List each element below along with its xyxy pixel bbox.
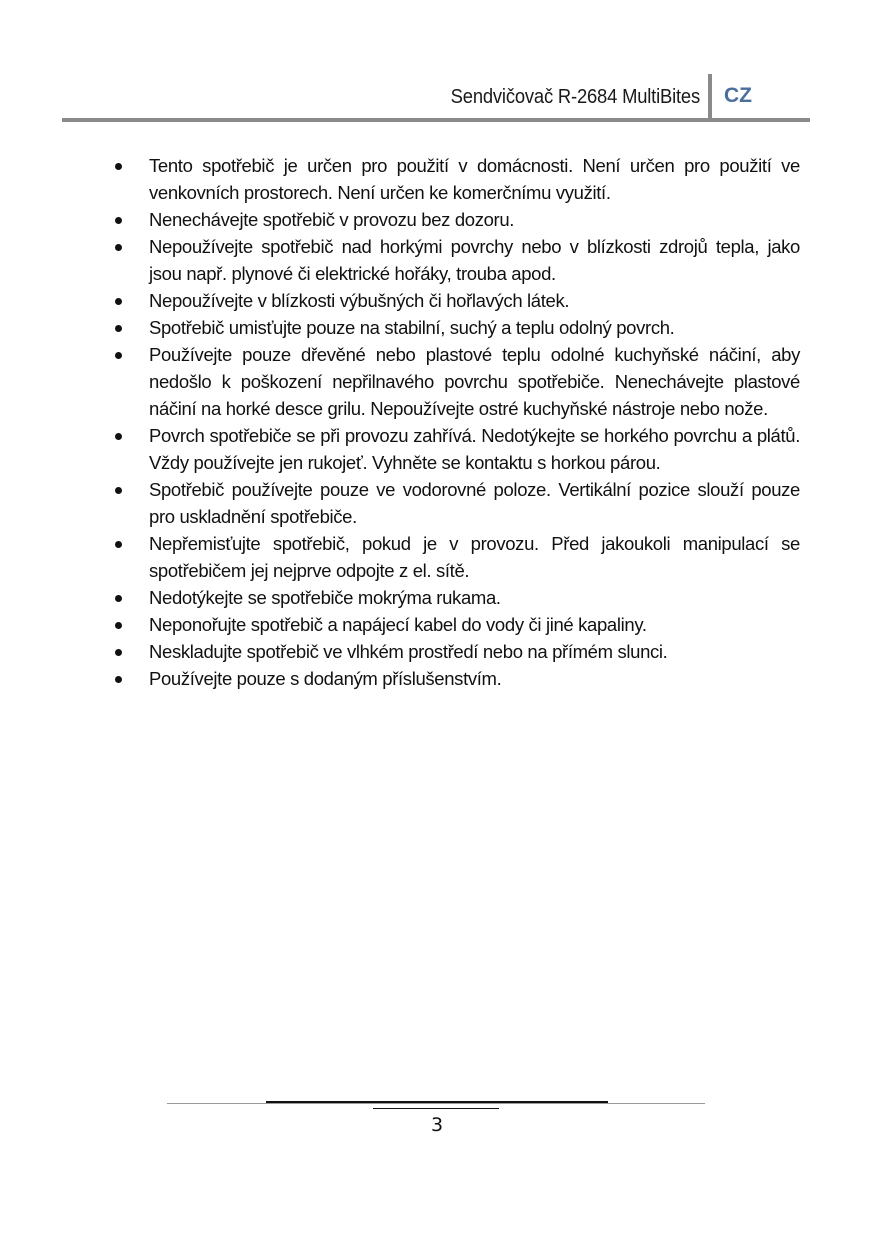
bullet-icon — [115, 163, 122, 170]
list-item — [112, 341, 800, 422]
bullet-icon — [115, 649, 122, 656]
safety-instructions — [112, 152, 800, 692]
list-item — [112, 152, 800, 206]
list-item — [112, 206, 800, 233]
bullet-list — [112, 152, 800, 692]
language-code: CZ — [724, 84, 752, 107]
list-item-text: Spotřebič umisťujte pouze na stabilní, suchý a teplu odolný povrch. — [149, 317, 675, 338]
list-item — [112, 638, 800, 665]
bullet-icon — [115, 541, 122, 548]
list-item-text: Nenechávejte spotřebič v provozu bez dozoru. — [149, 209, 515, 230]
list-item — [112, 530, 800, 584]
footer-rule-short — [373, 1108, 499, 1109]
bullet-icon — [115, 433, 122, 440]
header-rule — [62, 118, 810, 122]
list-item — [112, 611, 800, 638]
list-item — [112, 476, 800, 530]
bullet-icon — [115, 325, 122, 332]
list-item-text: Tento spotřebič je určen pro použití v domácnosti. Není určen pro použití ve venkovních prostorech. Není určen ke komerčnímu využití. — [149, 155, 800, 203]
bullet-icon — [115, 352, 122, 359]
list-item — [112, 314, 800, 341]
bullet-icon — [115, 676, 122, 683]
list-item — [112, 584, 800, 611]
list-item — [112, 665, 800, 692]
list-item-text: Používejte pouze s dodaným příslušenstvím. — [149, 668, 502, 689]
list-item-text: Neskladujte spotřebič ve vlhkém prostředí nebo na přímém slunci. — [149, 641, 668, 662]
footer-rule-dark — [266, 1101, 608, 1103]
product-title: Sendvičovač R-2684 MultiBites — [450, 86, 700, 108]
list-item-text: Spotřebič používejte pouze ve vodorovné poloze. Vertikální pozice slouží pouze pro uskladnění spotřebiče. — [149, 479, 800, 527]
bullet-icon — [115, 244, 122, 251]
list-item — [112, 287, 800, 314]
bullet-icon — [115, 217, 122, 224]
footer-rule — [167, 1103, 705, 1104]
list-item — [112, 233, 800, 287]
page-header — [62, 72, 810, 122]
list-item-text: Nepřemisťujte spotřebič, pokud je v provozu. Před jakoukoli manipulací se spotřebičem jej nejprve odpojte z el. sítě. — [149, 533, 800, 581]
list-item-text: Neponořujte spotřebič a napájecí kabel do vody či jiné kapaliny. — [149, 614, 647, 635]
bullet-icon — [115, 622, 122, 629]
list-item — [112, 422, 800, 476]
bullet-icon — [115, 595, 122, 602]
header-divider — [708, 74, 712, 120]
list-item-text: Povrch spotřebiče se při provozu zahřívá. Nedotýkejte se horkého povrchu a plátů. Vždy používejte jen rukojeť. Vyhněte se kontaktu s horkou párou. — [149, 425, 800, 473]
list-item-text: Nedotýkejte se spotřebiče mokrýma rukama. — [149, 587, 501, 608]
bullet-icon — [115, 487, 122, 494]
list-item-text: Používejte pouze dřevěné nebo plastové teplu odolné kuchyňské náčiní, aby nedošlo k poškození nepřilnavého povrchu spotřebiče. Nenechávejte plastové náčiní na horké desce grilu. Nepoužívejte ostré kuchyňské nástroje nebo nože. — [149, 344, 800, 419]
list-item-text: Nepoužívejte v blízkosti výbušných či hořlavých látek. — [149, 290, 570, 311]
list-item-text: Nepoužívejte spotřebič nad horkými povrchy nebo v blízkosti zdrojů tepla, jako jsou např. plynové či elektrické hořáky, trouba apod. — [149, 236, 800, 284]
bullet-icon — [115, 298, 122, 305]
page-number: 3 — [430, 1114, 444, 1136]
